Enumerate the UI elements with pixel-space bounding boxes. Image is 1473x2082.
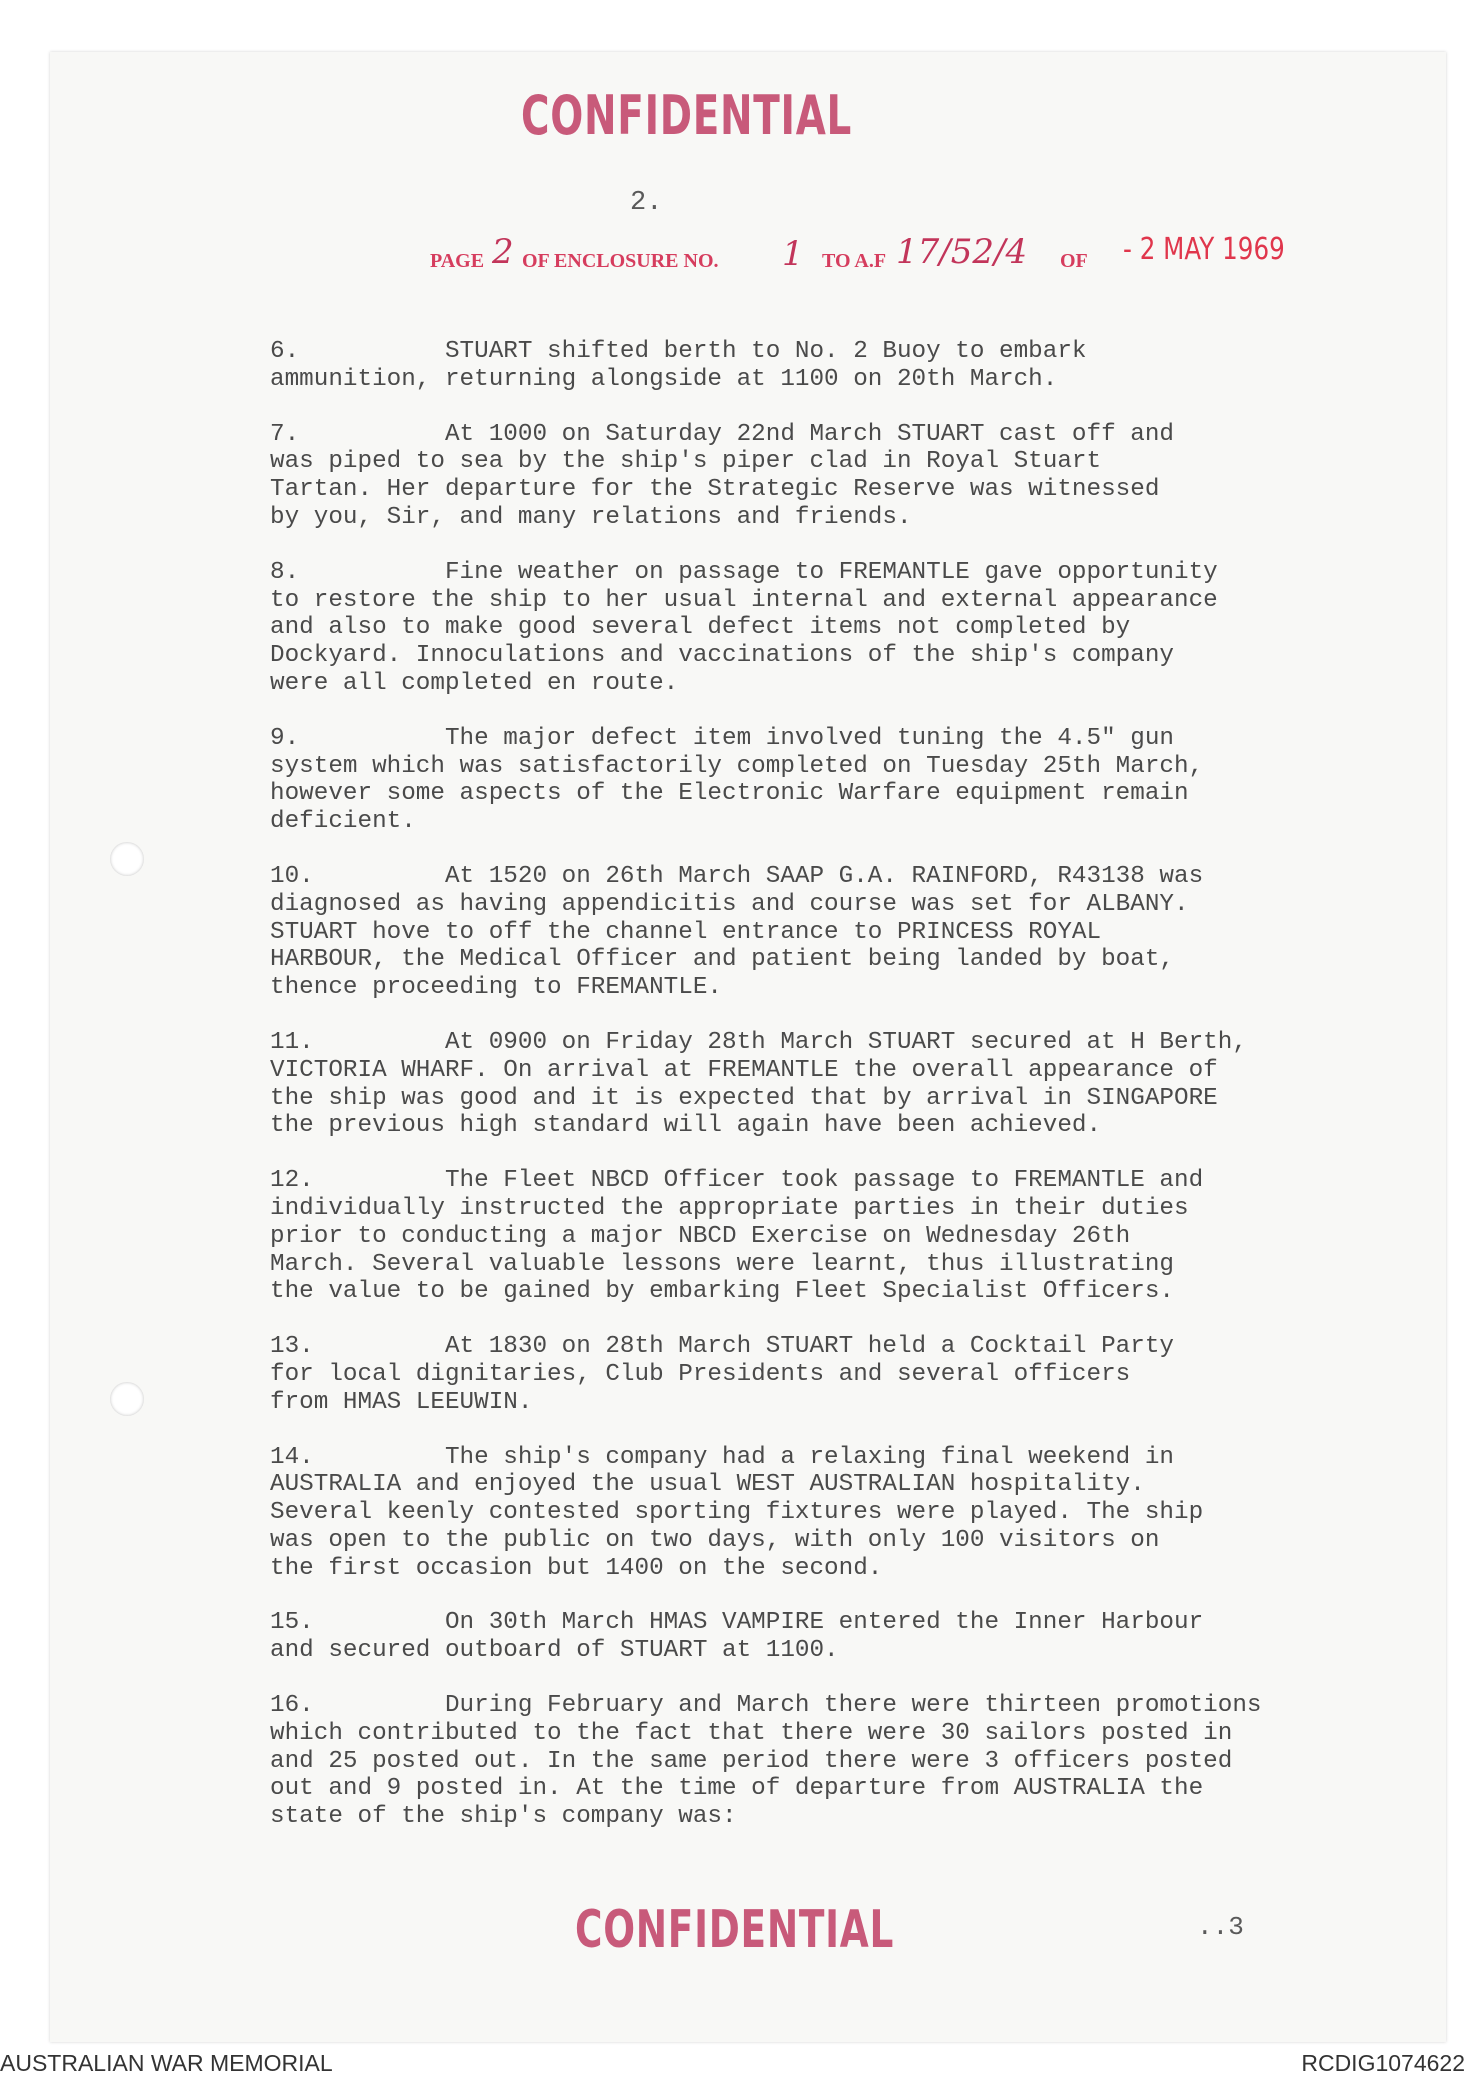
enclosure-to-label: TO A.F: [822, 250, 887, 272]
continuation-mark: ..3: [1197, 1912, 1244, 1942]
punch-hole-upper: [110, 842, 144, 876]
paragraph-13: 13. At 1830 on 28th March STUART held a Cocktail Party for local dignitaries, Club Presidents and several officers from HMAS LEEUWIN.: [270, 1333, 1174, 1416]
paragraph-9: 9. The major defect item involved tuning the 4.5" gun system which was satisfactorily completed on Tuesday 25th March, however some aspects of the Electronic Warfare equipment remain deficient.: [270, 724, 1204, 836]
enclosure-of-enclosure-label: OF ENCLOSURE NO.: [522, 250, 719, 272]
paragraph-6: 6. STUART shifted berth to No. 2 Buoy to embark ammunition, returning alongside at 1100 on 20th March.: [270, 338, 1087, 393]
paragraph-14: 14. The ship's company had a relaxing final weekend in AUSTRALIA and enjoyed the usual WEST AUSTRALIAN hospitality. Several keenly contested sporting fixtures were played. The ship was open to the public on two days, with only 100 visitors on the first occasion but 1400 on the second.: [270, 1443, 1204, 1582]
enclosure-page-label: PAGE: [430, 250, 485, 272]
punch-hole-lower: [110, 1382, 144, 1416]
footer-archive-name: AUSTRALIAN WAR MEMORIAL: [0, 2050, 333, 2076]
confidential-stamp-bottom: CONFIDENTIAL: [575, 1900, 895, 1960]
paragraph-11: 11. At 0900 on Friday 28th March STUART secured at H Berth, VICTORIA WHARF. On arrival at FREMANTLE the overall appearance of the ship was good and it is expected that by arrival in SINGAPORE the previous high standard will again have been achieved.: [270, 1028, 1247, 1140]
footer-record-id: RCDIG1074622: [1301, 2050, 1465, 2076]
confidential-stamp-top: CONFIDENTIAL: [521, 84, 853, 147]
letter-body: [270, 338, 1420, 1858]
paragraph-10: 10. At 1520 on 26th March SAAP G.A. RAINFORD, R43138 was diagnosed as having appendicitis and course was set for ALBANY. STUART hove to off the channel entrance to PRINCESS ROYAL HARBOUR, the Medical Officer and patient being landed by boat, thence proceeding to FREMANTLE.: [270, 862, 1204, 1002]
paragraph-7: 7. At 1000 on Saturday 22nd March STUART cast off and was piped to sea by the ship's piper clad in Royal Stuart Tartan. Her departure for the Strategic Reserve was witnessed by you, Sir, and many relations and friends.: [270, 420, 1174, 531]
enclosure-stamp: [430, 232, 1330, 292]
enclosure-file-handwritten: 17/52/4: [896, 232, 1028, 272]
enclosure-date: - 2 MAY 1969: [1123, 232, 1285, 267]
paragraph-15: 15. On 30th March HMAS VAMPIRE entered the Inner Harbour and secured outboard of STUART at 1100.: [270, 1609, 1204, 1665]
paragraph-16: 16. During February and March there were thirteen promotions which contributed to the fact that there were 30 sailors posted in and 25 posted out. In the same period there were 3 officers posted out and 9 posted in. At the time of departure from AUSTRALIA the state of the ship's company was:: [270, 1692, 1262, 1831]
enclosure-of-label: OF: [1060, 250, 1088, 272]
paragraph-12: 12. The Fleet NBCD Officer took passage to FREMANTLE and individually instructed the appropriate parties in their duties prior to conducting a major NBCD Exercise on Wednesday 26th March. Several valuable lessons were learnt, thus illustrating the value to be gained by embarking Fleet Specialist Officers.: [270, 1167, 1204, 1306]
paragraph-8: 8. Fine weather on passage to FREMANTLE gave opportunity to restore the ship to her usual internal and external appearance and also to make good several defect items not completed by Dockyard. Innoculations and vaccinations of the ship's company were all completed en route.: [270, 558, 1218, 697]
page-number: 2.: [630, 188, 663, 218]
enclosure-number-handwritten: 1: [782, 234, 804, 274]
enclosure-page-handwritten: 2: [492, 232, 514, 272]
